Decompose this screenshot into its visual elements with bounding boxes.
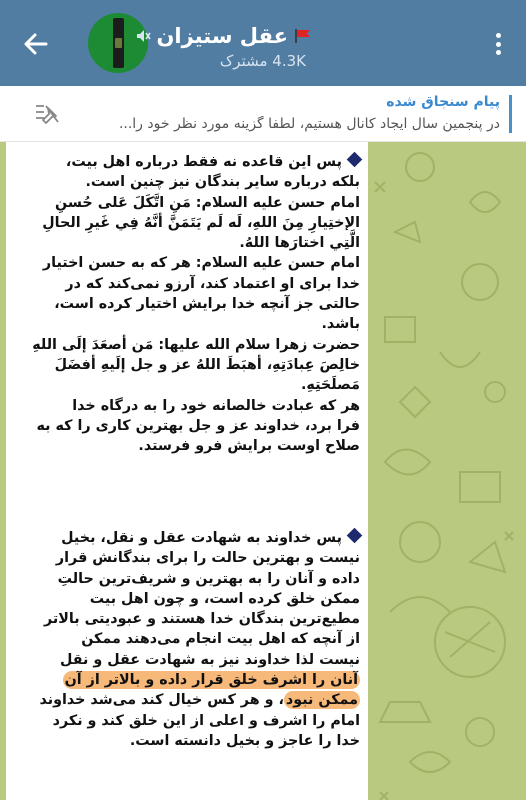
diamond-bullet-icon	[347, 528, 363, 544]
channel-title: عقل ستیزان	[156, 24, 288, 48]
message-line: بلکه درباره سایر بندگان نیز چنین است.	[85, 174, 360, 191]
message-line: از آنچه که اهل بیت انجام می‌دهند ممکن	[81, 631, 360, 648]
message-line: نیست و بهترین حالت را برای بندگانش قرار	[55, 550, 360, 567]
mute-icon	[135, 28, 151, 44]
message-line: ممکن خلق کرده است، و چون اهل بیت	[89, 590, 360, 607]
message-line: خدا برای او اعتماد کند، آرزو نمی‌کند که در	[65, 275, 360, 292]
message-line: داده و آنان را به بهترین و شریف‌ترین حالتِ	[57, 570, 360, 587]
message-line: مطیع‌ترین بندگان خدا هستند و عبودیتی بالاتر	[43, 611, 360, 628]
message-line: ، و هر کس خیال کند می‌شد خداوند	[39, 692, 284, 709]
message-line: هر که عبادت خالصانه خود را به درگاه خدا	[72, 397, 360, 414]
message-line: الإختِیارِ مِنَ اللهِ، لَه لَم يَتَمَنَّ أنَّهُ فِي غَیرِ الحالِ	[42, 214, 360, 231]
subscriber-count: 4.3K مشترک	[219, 52, 306, 70]
highlighted-text: آنان را اشرف خلق قرار داده و بالاتر از آن	[64, 672, 358, 689]
message-line: الَّتِي اختارَها اللهُ.	[239, 235, 360, 252]
pin-close-icon[interactable]	[32, 100, 60, 128]
message-line: پس خداوند به شهادت عقل و نقل، بخیل	[61, 530, 342, 546]
chat-area	[0, 142, 526, 800]
message-line: امام حسن علیه السلام: مَنِ اتَّكَلَ عَلى حُسنِ	[55, 194, 360, 211]
flag-icon	[294, 28, 312, 44]
channel-header	[0, 0, 526, 86]
message-line: امام را اشرف و اعلی از این خلق کند و نکرد	[52, 712, 360, 729]
message-line: پس این قاعده نه فقط درباره اهل بیت،	[65, 154, 342, 170]
message-post-1	[30, 152, 360, 456]
pinned-accent	[509, 95, 512, 133]
message-line: خدا را عاجز و بخیل دانسته است.	[129, 732, 360, 749]
channel-title-row[interactable]	[135, 22, 313, 50]
highlighted-text: ممکن نبود	[285, 692, 358, 709]
message-line: فرا برد، خداوند عز و جل بهترین کاری را که به	[36, 417, 360, 434]
message-line: صلاح اوست برایش فرو فرستد.	[138, 438, 360, 455]
message-line: باشد.	[321, 316, 360, 333]
more-vertical-icon[interactable]	[492, 30, 504, 58]
back-arrow-icon[interactable]	[22, 30, 50, 58]
message-post-2	[30, 528, 360, 751]
pinned-message-bar[interactable]	[0, 86, 526, 142]
pinned-text: در پنجمین سال ایجاد کانال هستیم، لطفا گزینه مورد نظر خود را...	[118, 116, 500, 132]
message-line: حضرت زهرا سلام الله علیها: مَن أصعَدَ إلَى اللهِ	[32, 336, 360, 353]
message-line: امام حسن علیه السلام: هر که به حسن اختیار	[42, 255, 360, 272]
pinned-title: پیام سنجاق شده	[386, 94, 500, 110]
diamond-bullet-icon	[347, 152, 363, 168]
message-line: حالتی جز آنچه خدا برایش اختیار کرده است،	[54, 296, 360, 313]
message-line: خالِصَ عِبادَتِهِ، أهبَطَ اللهُ عز و جل إلَيهِ أفضَلَ	[54, 356, 360, 373]
message-line: مَصلَحَتِهِ.	[300, 377, 360, 394]
message-line: نیست لذا خداوند نیز به شهادت عقل و نقل	[59, 651, 360, 668]
